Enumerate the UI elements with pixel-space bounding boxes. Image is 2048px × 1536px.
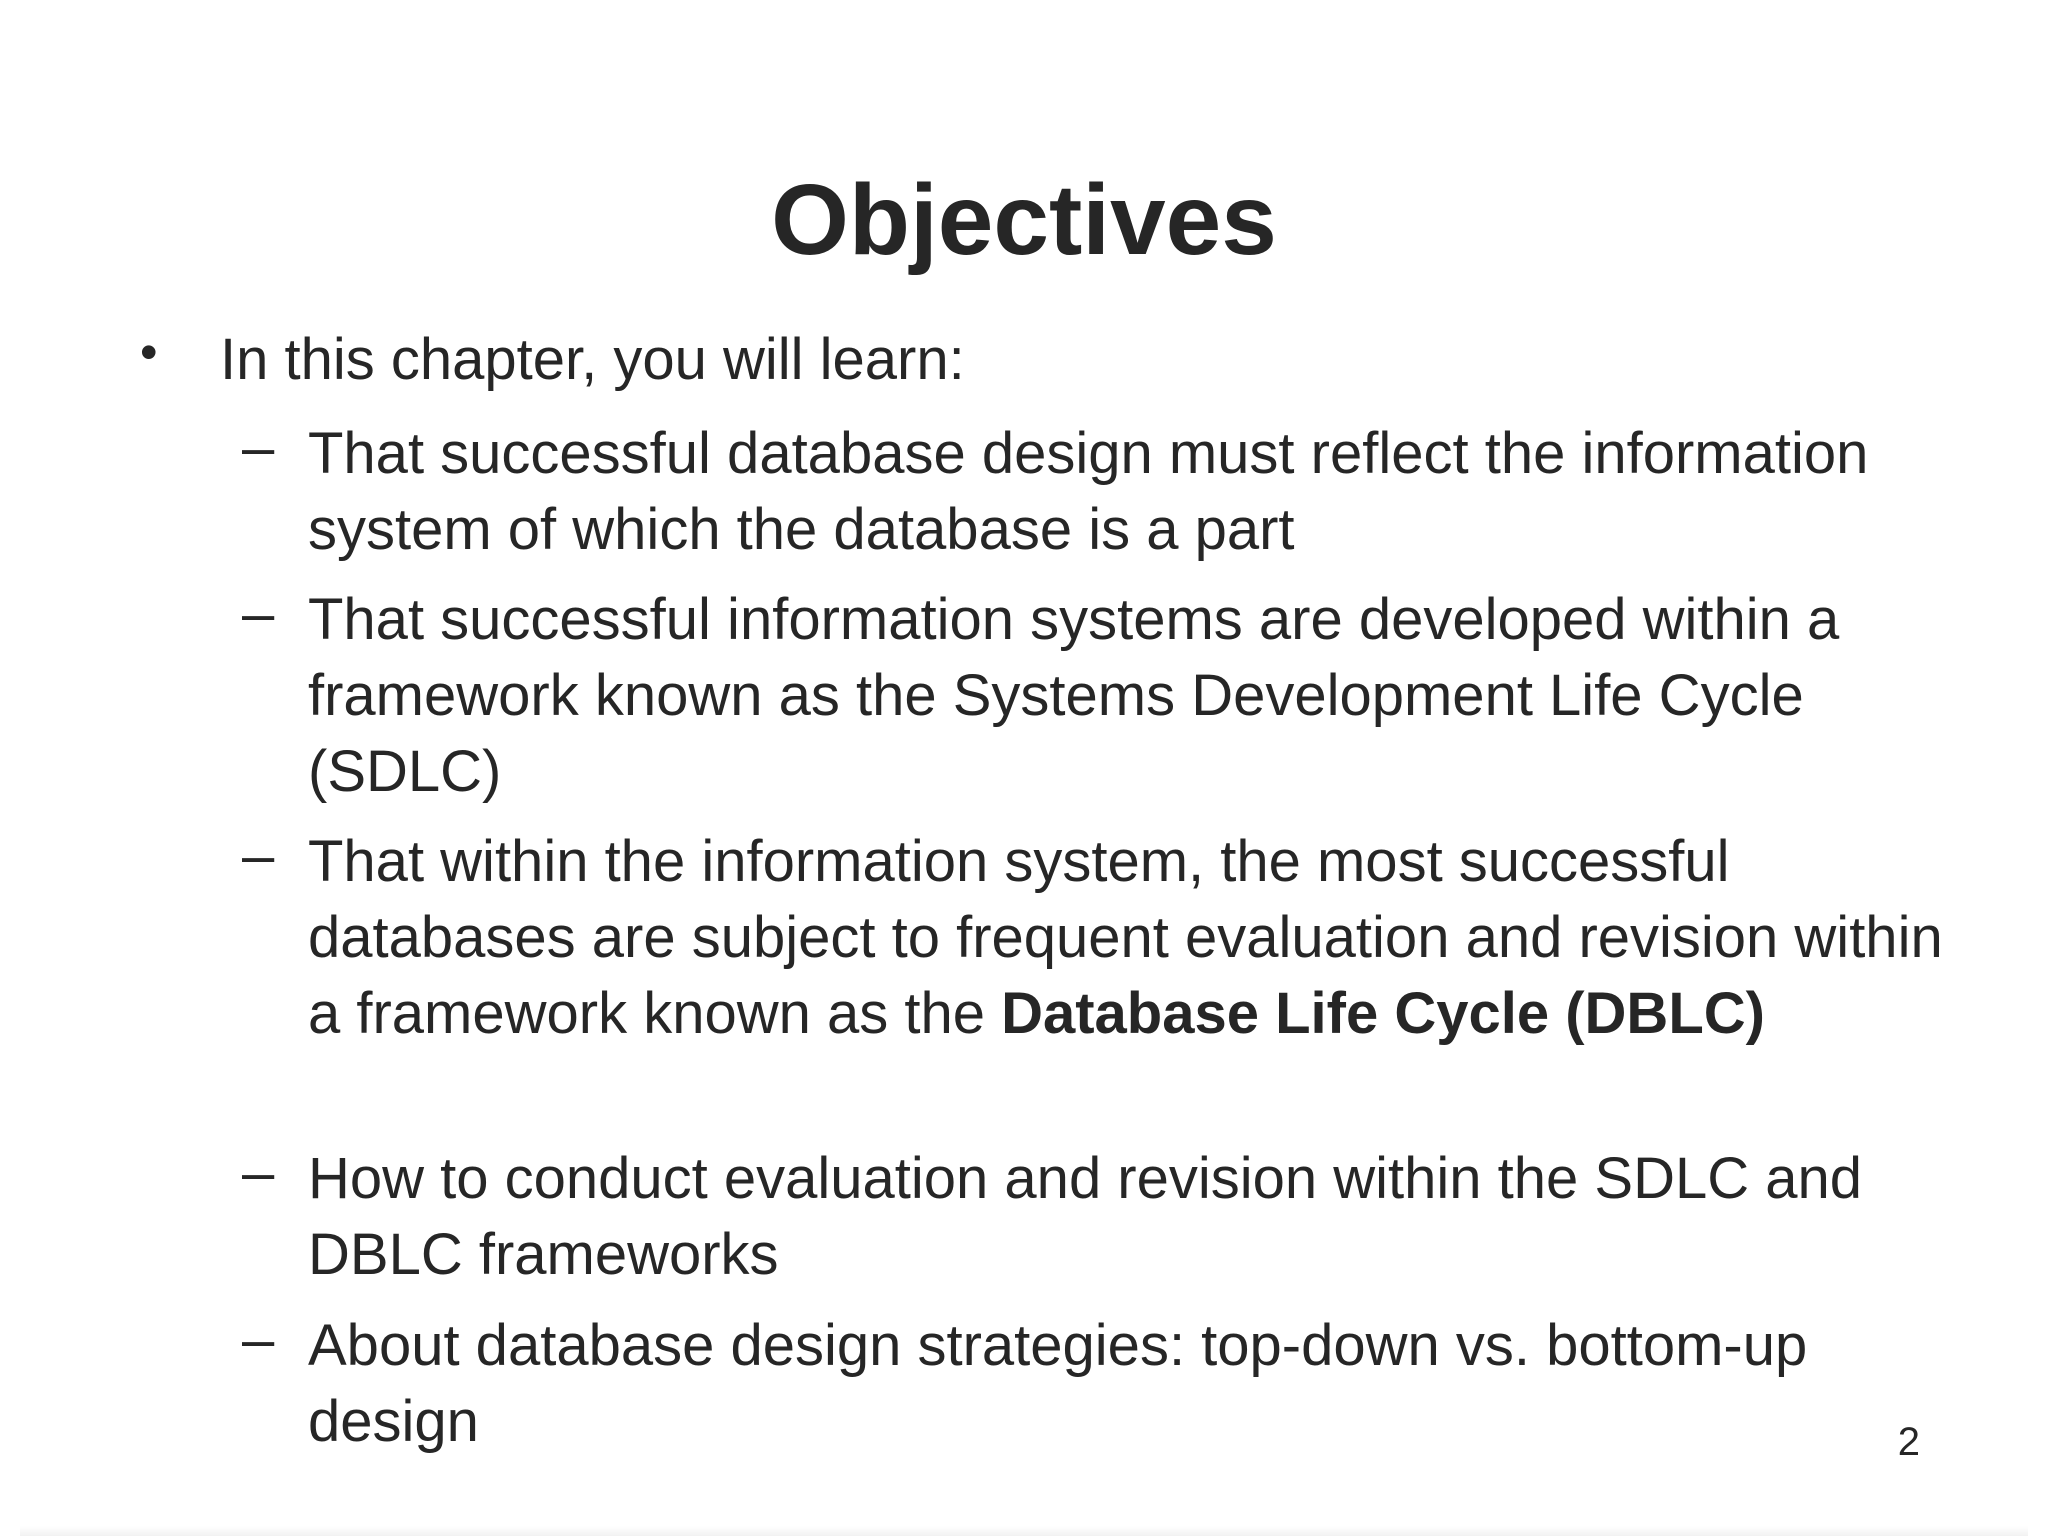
sub-item-text: That successful information systems are developed within a framework known as the Systems Development Life Cycle (SDLC) <box>308 587 1840 804</box>
sub-item-2 <box>242 581 1968 810</box>
dash-icon: – <box>242 415 275 480</box>
page-number: 2 <box>1897 1420 1920 1464</box>
bullet-icon: • <box>140 324 158 380</box>
sub-item-5 <box>242 1307 1968 1460</box>
dash-icon: – <box>242 1307 275 1372</box>
sub-item-1 <box>242 415 1968 568</box>
bullet-text: In this chapter, you will learn: <box>220 327 965 392</box>
dash-icon: – <box>242 581 275 646</box>
slide-title: Objectives <box>771 164 1277 276</box>
sub-item-4 <box>242 1140 1968 1293</box>
sub-item-text: How to conduct evaluation and revision within the SDLC and DBLC frameworks <box>308 1146 1863 1287</box>
sub-item-text: That within the information system, the most successful databases are subject to frequent evaluation and revision within a framework known as the <box>308 829 1943 1046</box>
sub-item-text: About database design strategies: top-down vs. bottom-up design <box>308 1313 1808 1454</box>
sub-item-3 <box>242 823 1968 1052</box>
sub-item-bold-text: Database Life Cycle (DBLC) <box>1001 981 1765 1046</box>
footer-strip <box>20 1526 2028 1536</box>
dash-icon: – <box>242 1140 275 1205</box>
dash-icon: – <box>242 823 275 888</box>
bullet-item-intro <box>140 324 965 395</box>
sub-item-text: That successful database design must reflect the information system of which the database is a part <box>308 421 1869 562</box>
